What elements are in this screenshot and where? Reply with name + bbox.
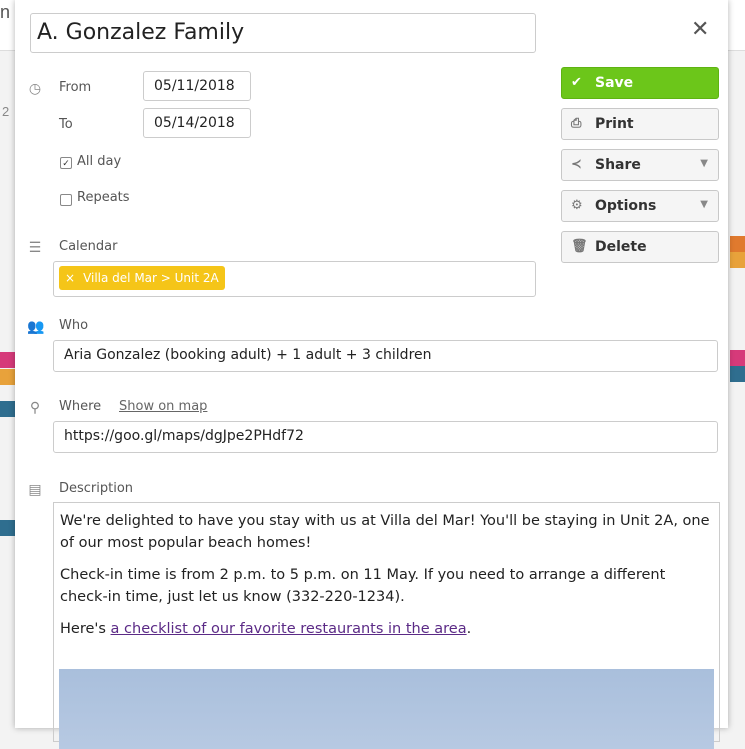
who-label: Who <box>59 318 89 333</box>
background-event <box>730 236 745 252</box>
event-title-input[interactable]: A. Gonzalez Family <box>30 13 536 53</box>
map-pin-icon: ⚲ <box>29 399 41 415</box>
delete-button[interactable] <box>561 231 719 263</box>
repeats-checkbox[interactable] <box>60 194 72 206</box>
description-label: Description <box>59 481 134 496</box>
close-icon[interactable]: ✕ <box>691 16 710 41</box>
print-button[interactable] <box>561 108 719 140</box>
description-paragraph <box>60 618 713 640</box>
to-date-input[interactable]: 05/14/2018 <box>143 108 251 138</box>
calendar-tag-label: Villa del Mar > Unit 2A <box>83 271 219 285</box>
options-label: Options <box>595 198 657 214</box>
who-input[interactable]: Aria Gonzalez (booking adult) + 1 adult + 3 children <box>53 340 718 372</box>
show-on-map-link[interactable]: Show on map <box>119 399 208 414</box>
from-label: From <box>59 80 92 95</box>
trash-icon: 🗑 <box>571 239 588 254</box>
gear-icon: ⚙ <box>571 198 583 213</box>
description-text: . <box>466 621 472 637</box>
delete-label: Delete <box>595 239 647 255</box>
description-paragraph: Check-in time is from 2 p.m. to 5 p.m. on 11 May. If you need to arrange a different check-in time, just let us know (332-220-1234). <box>60 567 666 605</box>
share-label: Share <box>595 157 641 173</box>
document-icon: ▤ <box>28 481 42 497</box>
all-day-label: All day <box>77 154 122 169</box>
repeats-label: Repeats <box>77 190 130 205</box>
to-label: To <box>59 117 73 132</box>
remove-tag-icon[interactable]: × <box>65 271 76 285</box>
save-button[interactable] <box>561 67 719 99</box>
calendar-tag <box>59 266 225 290</box>
share-button[interactable] <box>561 149 719 181</box>
chevron-down-icon: ▼ <box>700 199 708 210</box>
print-label: Print <box>595 116 634 132</box>
printer-icon: ⎙ <box>571 116 582 131</box>
all-day-checkbox[interactable]: ✓ <box>60 157 72 169</box>
where-label: Where <box>59 399 102 414</box>
people-icon: 👥 <box>27 318 45 334</box>
list-icon: ☰ <box>28 239 42 255</box>
background-event <box>0 369 15 385</box>
share-icon: ≺ <box>571 157 582 172</box>
restaurant-checklist-link[interactable]: a checklist of our favorite restaurants in the area <box>110 621 467 637</box>
from-date-input[interactable]: 05/11/2018 <box>143 71 251 101</box>
check-icon: ✔ <box>571 75 582 90</box>
clock-icon: ◷ <box>28 80 42 96</box>
background-event <box>0 520 15 536</box>
background-text-fragment: n <box>0 2 11 22</box>
event-dialog <box>15 0 728 728</box>
description-text: Here's <box>60 621 111 637</box>
description-paragraph: We're delighted to have you stay with us at Villa del Mar! You'll be staying in Unit 2A, one of our most popular beach homes! <box>60 513 710 551</box>
where-input[interactable]: https://goo.gl/maps/dgJpe2PHdf72 <box>53 421 718 453</box>
background-event <box>0 401 15 417</box>
background-event <box>730 252 745 268</box>
calendar-label: Calendar <box>59 239 118 254</box>
description-editor[interactable] <box>53 502 720 742</box>
save-label: Save <box>595 75 634 91</box>
description-image <box>59 669 714 749</box>
options-button[interactable] <box>561 190 719 222</box>
background-event <box>730 350 745 366</box>
chevron-down-icon: ▼ <box>700 158 708 169</box>
background-event <box>730 366 745 382</box>
background-text-fragment: 2 <box>2 104 10 119</box>
background-event <box>0 352 15 368</box>
